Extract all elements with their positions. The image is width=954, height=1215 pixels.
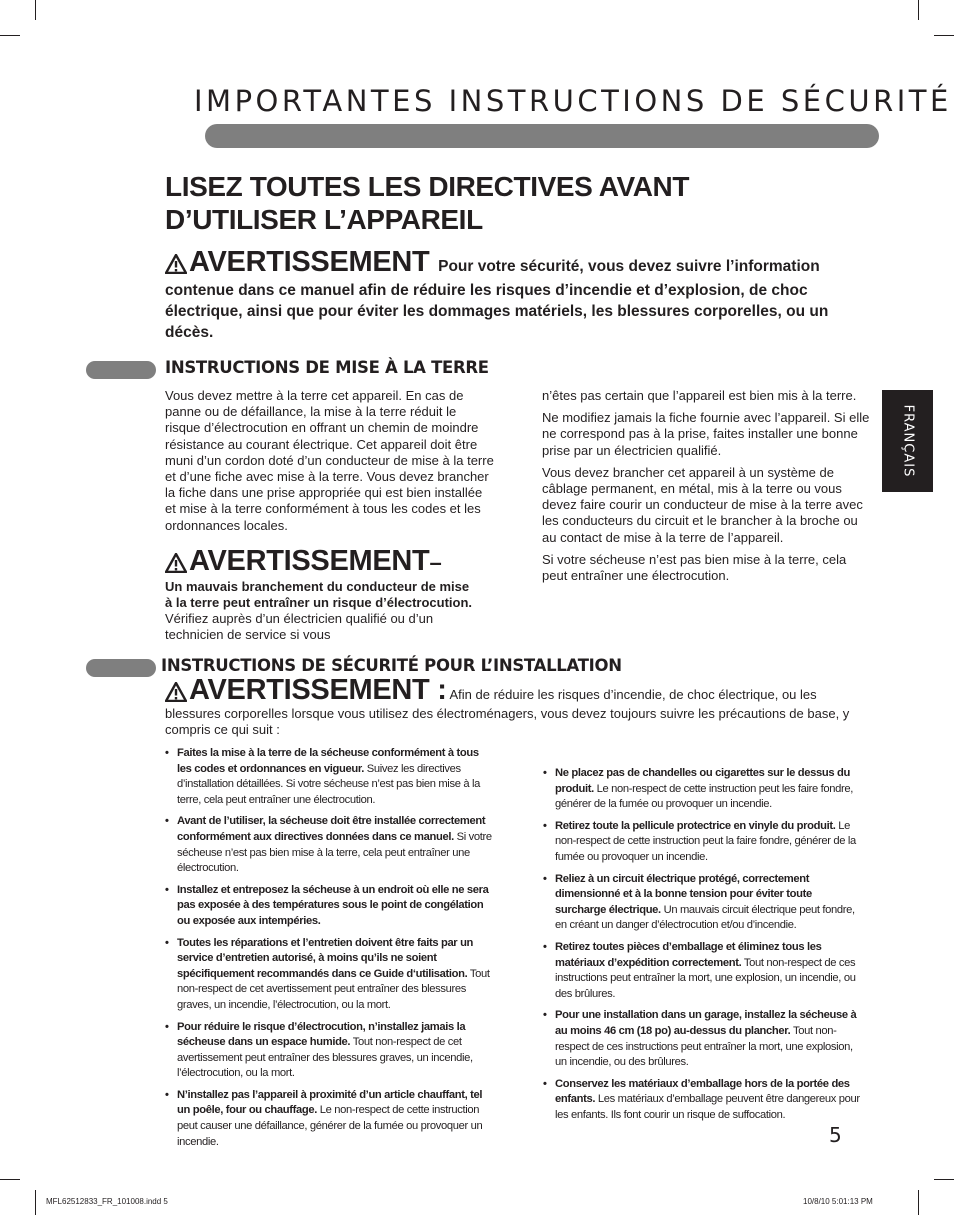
warning-word: AVERTISSEMENT : xyxy=(189,674,447,706)
list-item: • Toutes les réparations et l’entretien doivent être faits par un service d’entretien autorisé, à moins qu’ils ne soient spécifiquement recommandés dans ce Guide d‘utilisation. Tout non-respect de cet avertissement peut entraîner des blessures graves, un incendie, l’électrocution, ou la mort. xyxy=(165,936,493,1014)
warning-intro xyxy=(165,246,855,343)
list-item: • Avant de l’utiliser, la sécheuse doit être installée correctement conformément aux directives données dans ce manuel. Si votre sécheuse n’est pas bien mise à la terre, cela peut entraîner une électrocution. xyxy=(165,814,493,876)
list-item: • Pour une installation dans un garage, installez la sécheuse à au moins 46 cm (18 po) au-dessus du plancher. Tout non-respect de ces instructions peut entraîner la mort, une explosion, un incendie, ou des brûlures. xyxy=(543,1008,865,1070)
warning-intro-inline: Pour votre sécurité, vous devez suivre xyxy=(438,258,722,275)
grounding-right-paragraph: Vous devez brancher cet appareil à un système de câblage permanent, en métal, mis à la terre ou vous devez faire courir un conducteur de mise à la terre avec les conducteurs du circuit et le brancher à la broche ou au contact de mise à la terre de l’appareil. xyxy=(542,464,863,545)
crop-mark xyxy=(918,1190,919,1215)
warning-triangle-icon xyxy=(165,254,187,280)
page-number: 5 xyxy=(829,1123,842,1147)
crop-mark xyxy=(0,35,20,36)
installation-left-list xyxy=(165,746,493,1156)
list-item: • Pour réduire le risque d’électrocution, n’installez jamais la sécheuse dans un espace humide. Tout non-respect de cet avertissement peut entraîner des blessures graves, un incendie, l’électrocution, ou la mort. xyxy=(165,1020,493,1082)
list-item: • Conservez les matériaux d’emballage hors de la portée des enfants. Les matériaux d’emballage peuvent être dangereux pour les enfants. Ils font courir un risque de suffocation. xyxy=(543,1077,865,1124)
warning-triangle-icon xyxy=(165,682,187,706)
grounding-heading: INSTRUCTIONS DE MISE À LA TERRE xyxy=(165,358,489,377)
crop-mark xyxy=(35,0,36,20)
grounding-right-paragraph: Si votre sécheuse n’est pas bien mise à la terre, cela peut entraîner une électrocution. xyxy=(542,551,847,584)
page-title: IMPORTANTES INSTRUCTIONS DE SÉCURITÉ xyxy=(194,84,952,118)
crop-mark xyxy=(918,0,919,20)
list-item: • Ne placez pas de chandelles ou cigarettes sur le dessus du produit. Le non-respect de cette instruction peut les faire fondre, générer de la fumée ou provoquer un incendie. xyxy=(543,766,865,813)
main-heading-line1: LISEZ TOUTES LES DIRECTIVES AVANT xyxy=(165,171,690,202)
title-bar xyxy=(205,124,879,148)
section-pill xyxy=(86,361,156,379)
language-tab-label: FRANÇAIS xyxy=(900,404,915,478)
warning-triangle-icon xyxy=(165,553,187,577)
grounding-warning-lead: Un mauvais branchement du conducteur de mise à la terre peut entraîner un risque d’électrocution. xyxy=(165,579,473,610)
crop-mark xyxy=(934,1179,954,1180)
grounding-right-paragraph: n’êtes pas certain que l’appareil est bien mis à la terre. xyxy=(542,388,857,403)
grounding-right-column xyxy=(542,388,872,590)
warning-intro-rest: l’information contenue dans ce manuel afin de réduire les risques d’incendie et d’explosion, de choc électrique, ainsi que pour éviter les dommages matériels, les blessures corporelles, ou un décès. xyxy=(165,258,829,341)
main-heading xyxy=(165,170,805,236)
crop-mark xyxy=(0,1179,20,1180)
installation-heading: INSTRUCTIONS DE SÉCURITÉ POUR L’INSTALLATION xyxy=(161,656,622,675)
warning-word: AVERTISSEMENT xyxy=(189,246,430,278)
grounding-left-column xyxy=(165,388,495,540)
list-item: • N’installez pas l’appareil à proximité d’un article chauffant, tel un poêle, four ou chauffage. Le non-respect de cette instruction peut causer une défaillance, générer de la fumée ou provoquer un incendie. xyxy=(165,1088,493,1150)
grounding-right-paragraph: Ne modifiez jamais la fiche fournie avec l’appareil. Si elle ne correspond pas à la prise, faites installer une bonne prise par un électricien qualifié. xyxy=(542,410,870,458)
grounding-warning xyxy=(165,545,475,643)
list-item: • Faites la mise à la terre de la sécheuse conformément à tous les codes et ordonnances en vigueur. Suivez les directives d’installation détaillées. Si votre sécheuse n’est pas bien mise à la terre, cela peut entraîner une électrocution. xyxy=(165,746,493,808)
grounding-left-paragraph: Vous devez mettre à la terre cet appareil. En cas de panne ou de défaillance, la mise à la terre réduit le risque d’électrocution en offrant un chemin de moindre résistance au courant électrique. Cet appareil doit être muni d’un cordon doté d’un conducteur de mise à la terre et d’une fiche avec mise à la terre. Vous devez brancher la fiche dans une prise appropriée qui est bien installée et mise à la terre conformément à tous les codes et les ordonnances locales. xyxy=(165,388,494,533)
crop-mark xyxy=(35,1190,36,1215)
main-heading-line2: D’UTILISER L’APPAREIL xyxy=(165,204,483,235)
installation-right-list xyxy=(543,766,865,1129)
section-pill xyxy=(86,659,156,677)
list-item: • Retirez toutes pièces d’emballage et éliminez tous les matériaux d’expédition correctement. Tout non-respect de ces instructions peut entraîner la mort, une explosion, un incendie, ou des brûlures. xyxy=(543,940,865,1002)
installation-warning xyxy=(165,674,865,738)
footer-file-info: MFL62512833_FR_101008.indd 5 xyxy=(46,1197,168,1206)
language-tab[interactable] xyxy=(882,390,933,492)
grounding-warning-text: Vérifiez auprès d’un électricien qualifié ou d’un technicien de service si vous xyxy=(165,611,434,642)
warning-word: AVERTISSEMENT xyxy=(189,545,430,577)
list-item: • Installez et entreposez la sécheuse à un endroit où elle ne sera pas exposée à des températures sous le point de congélation ou exposée aux intempéries. xyxy=(165,883,493,930)
list-item: • Retirez toute la pellicule protectrice en vinyle du produit. Le non-respect de cette instruction peut la faire fondre, générer de la fumée ou provoquer un incendie. xyxy=(543,819,865,866)
list-item: • Reliez à un circuit électrique protégé, correctement dimensionné et à la bonne tension pour éviter toute surcharge électrique. Un mauvais circuit électrique peut fondre, en créant un danger d’électrocution et/ou d’incendie. xyxy=(543,872,865,934)
crop-mark xyxy=(934,35,954,36)
footer-timestamp: 10/8/10 5:01:13 PM xyxy=(803,1197,873,1206)
installation-warning-inline: Afin de réduire les risques d’incendie, de choc électrique, xyxy=(449,687,779,702)
warning-dash: – xyxy=(429,550,442,575)
installation-warning-rest: ou les blessures corporelles lorsque vous utilisez des électroménagers, vous devez toujours suivre les précautions de base, y compris ce qui suit : xyxy=(165,687,850,737)
